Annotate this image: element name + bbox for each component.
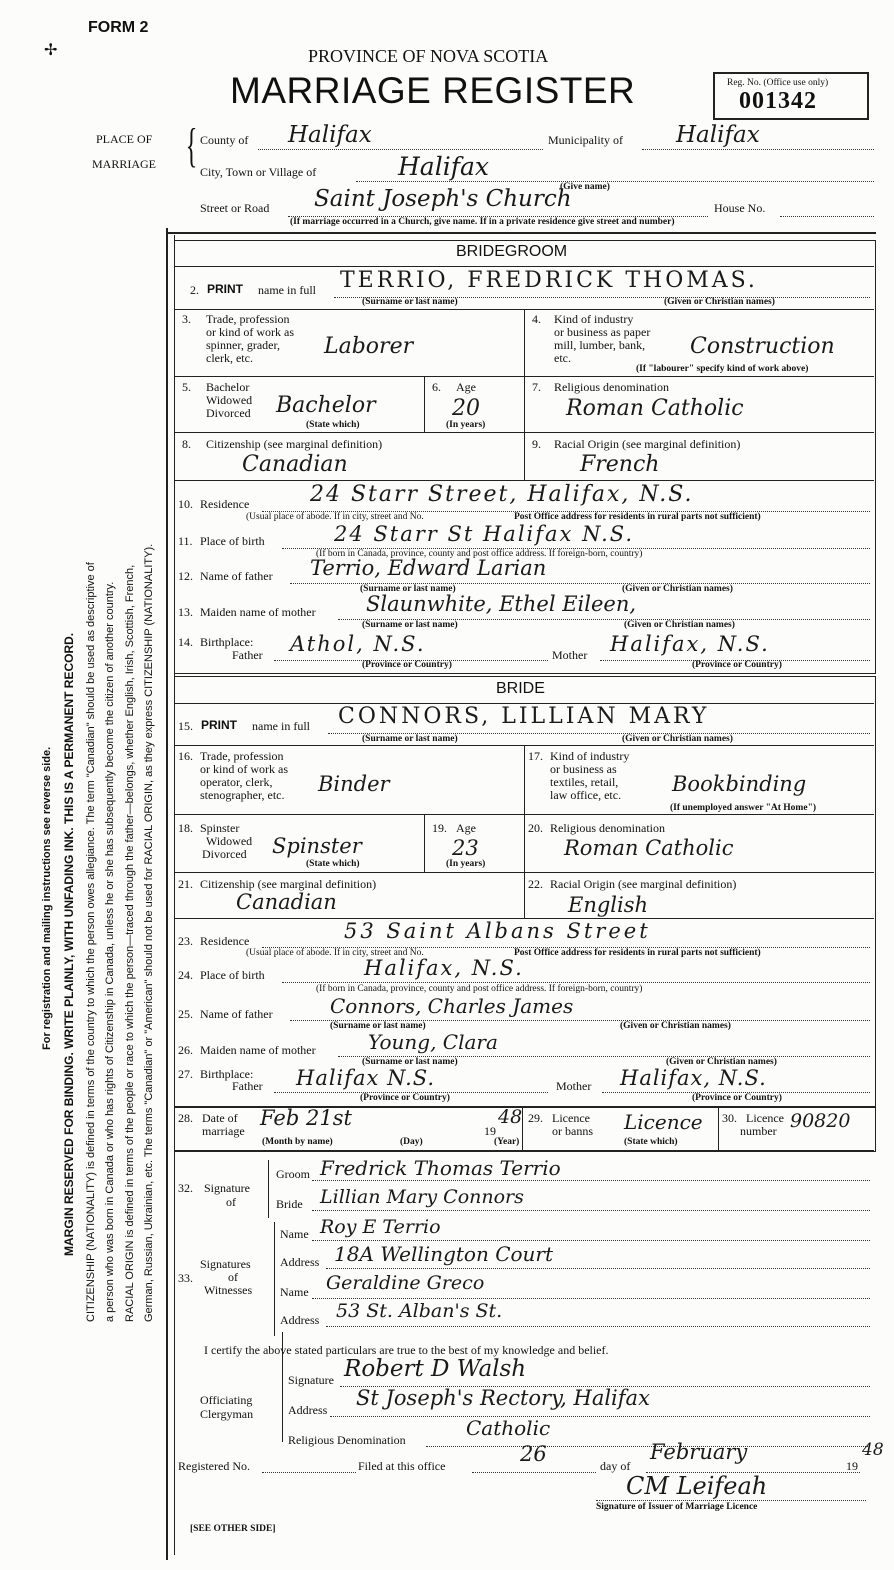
status-label-1: Bachelor xyxy=(206,380,250,394)
bride-religion-label: Religious denomination xyxy=(550,821,665,835)
signature-label-2: of xyxy=(226,1195,236,1209)
q33-number: 33. xyxy=(178,1271,193,1285)
bride-trade-label: Trade, profession xyxy=(200,749,284,763)
bride-mother-prov-note: (Province or Country) xyxy=(692,1093,782,1103)
q11-number: 11. xyxy=(178,534,193,548)
groom-sig-label: Groom xyxy=(276,1167,310,1181)
bride-trade-label-3: operator, clerk, xyxy=(200,775,273,789)
q9-number: 9. xyxy=(532,437,541,451)
citizenship-label: Citizenship (see marginal definition) xyxy=(206,437,383,451)
bride-residence-note-1: (Usual place of abode. If in city, street and No. xyxy=(246,948,424,958)
racial-label: Racial Origin (see marginal definition) xyxy=(554,437,741,451)
mother-prov-note: (Province or Country) xyxy=(692,660,782,670)
bride-father-birthplace: Halifax N.S. xyxy=(296,1066,436,1090)
witness2-address: 53 St. Alban's St. xyxy=(336,1300,503,1322)
clergy-label-2: Clergyman xyxy=(200,1407,254,1421)
bride-name-in-full-label: name in full xyxy=(252,719,310,733)
bride-birthplace-mother-label: Mother xyxy=(556,1079,592,1093)
age-label: Age xyxy=(456,380,476,394)
bride-industry-label-3: textiles, retail, xyxy=(550,775,619,789)
licence-no-label-1: Licence xyxy=(746,1111,784,1125)
filed-day: 26 xyxy=(520,1442,547,1466)
name-in-full-label: name in full xyxy=(258,283,316,297)
street-label: Street or Road xyxy=(200,201,270,215)
bride-religion: Roman Catholic xyxy=(564,836,734,860)
issuer-signature: CM Leifeah xyxy=(626,1472,768,1500)
licence-number: 90820 xyxy=(790,1110,851,1132)
q24-number: 24. xyxy=(178,968,193,982)
groom-industry: Construction xyxy=(690,334,835,359)
bride-surname-note: (Surname or last name) xyxy=(362,734,458,744)
print-label: PRINT xyxy=(207,282,243,296)
bride-racial-label: Racial Origin (see marginal definition) xyxy=(550,877,737,891)
bride-father-prov-note: (Province or Country) xyxy=(360,1093,450,1103)
bride-father-label: Name of father xyxy=(200,1007,273,1021)
birthplace-father-label: Father xyxy=(232,648,263,662)
clergy-denomination: Catholic xyxy=(466,1416,551,1440)
county-label: County of xyxy=(200,133,249,147)
province-heading: PROVINCE OF NOVA SCOTIA xyxy=(308,46,549,66)
bride-birthplace-father-label: Father xyxy=(232,1079,263,1093)
bride-state-which-note: (State which) xyxy=(306,859,360,869)
residence-note-1: (Usual place of abode. If in city, street and No. xyxy=(246,512,424,522)
give-name-note: (Give name) xyxy=(560,182,610,192)
father-surname-note: (Surname or last name) xyxy=(360,584,456,594)
bride-trade: Binder xyxy=(318,772,390,796)
bride-trade-label-2: or kind of work as xyxy=(200,762,288,776)
bride-mother-surname-note: (Surname or last name) xyxy=(362,1057,458,1067)
status-label-3: Divorced xyxy=(206,406,251,420)
margin-line-2: MARGIN RESERVED FOR BINDING. WRITE PLAINLY, WITH UNFADING INK. THIS IS A PERMANENT RECORD. xyxy=(62,632,76,1256)
bride-industry-label: Kind of industry xyxy=(550,749,630,763)
brace: { xyxy=(185,119,198,172)
bride-age-label: Age xyxy=(456,821,476,835)
trade-label-2: or kind of work as xyxy=(206,325,294,339)
reg-no: 001342 xyxy=(739,88,817,114)
bride-birth-label: Place of birth xyxy=(200,968,265,982)
licence-no-label-2: number xyxy=(740,1124,777,1138)
bride-birthplace: Halifax, N.S. xyxy=(364,956,524,980)
mother-surname-note: (Surname or last name) xyxy=(362,620,458,630)
place-of-label: PLACE OF xyxy=(96,132,153,146)
street-value: Saint Joseph's Church xyxy=(314,186,572,212)
bride-citizenship-label: Citizenship (see marginal definition) xyxy=(200,877,377,891)
day-note: (Day) xyxy=(400,1137,423,1147)
clergy-denomination-label: Religious Denomination xyxy=(288,1433,406,1447)
father-label: Name of father xyxy=(200,569,273,583)
witness2-address-label: Address xyxy=(280,1313,320,1327)
surname-note: (Surname or last name) xyxy=(362,297,458,307)
q25-number: 25. xyxy=(178,1007,193,1021)
issuer-label: Signature of Issuer of Marriage Licence xyxy=(596,1502,758,1512)
see-other-side: [SEE OTHER SIDE] xyxy=(190,1524,276,1534)
groom-section-title: BRIDEGROOM xyxy=(456,243,568,260)
licence-label-2: or banns xyxy=(552,1124,593,1138)
q15-number: 15. xyxy=(178,719,193,733)
margin-line-1: For registration and mailing instructions see reverse side. xyxy=(41,746,53,1050)
witness1-address: 18A Wellington Court xyxy=(334,1242,554,1266)
county-value: Halifax xyxy=(288,122,372,148)
form-number: FORM 2 xyxy=(88,19,149,36)
clergy-signature-label: Signature xyxy=(288,1373,334,1387)
groom-age: 20 xyxy=(452,396,480,421)
father-prov-note: (Province or Country) xyxy=(362,660,452,670)
year-note: (Year) xyxy=(494,1137,520,1147)
witness-label-2: of xyxy=(228,1270,238,1284)
q21-number: 21. xyxy=(178,877,193,891)
bride-industry-label-4: law office, etc. xyxy=(550,788,622,802)
date-label-1: Date of xyxy=(202,1111,238,1125)
groom-name: TERRIO, FREDRICK THOMAS. xyxy=(340,268,758,293)
q2-number: 2. xyxy=(190,283,199,297)
certify-text: I certify the above stated particulars are true to the best of my knowledge and belief. xyxy=(204,1343,609,1357)
marriage-label: MARRIAGE xyxy=(92,157,157,171)
given-note: (Given or Christian names) xyxy=(664,297,775,307)
mother-given-note: (Given or Christian names) xyxy=(624,620,735,630)
birthplace-mother-label: Mother xyxy=(552,648,588,662)
q23-number: 23. xyxy=(178,934,193,948)
bride-father: Connors, Charles James xyxy=(330,994,574,1018)
q12-number: 12. xyxy=(178,569,193,583)
groom-signature: Fredrick Thomas Terrio xyxy=(320,1156,561,1180)
bride-father-surname-note: (Surname or last name) xyxy=(330,1021,426,1031)
groom-racial: French xyxy=(580,452,660,477)
industry-note: (If "labourer" specify kind of work above) xyxy=(636,364,809,374)
date-label-2: marriage xyxy=(202,1124,245,1138)
residence-label: Residence xyxy=(200,497,250,511)
bride-trade-label-4: stenographer, etc. xyxy=(200,788,285,802)
q3-number: 3. xyxy=(182,312,191,326)
bride-signature: Lillian Mary Connors xyxy=(320,1186,524,1208)
q32-number: 32. xyxy=(178,1181,193,1195)
clergy-signature: Robert D Walsh xyxy=(344,1356,527,1382)
clergy-address-label: Address xyxy=(288,1403,328,1417)
month-note: (Month by name) xyxy=(262,1137,333,1147)
q8-number: 8. xyxy=(182,437,191,451)
witness1-name: Roy E Terrio xyxy=(320,1216,441,1238)
trade-label-3: spinner, grader, xyxy=(206,338,281,352)
witness-label-1: Signatures xyxy=(200,1257,251,1271)
q17-number: 17. xyxy=(528,749,543,763)
bride-status-label-1: Spinster xyxy=(200,821,240,835)
q13-number: 13. xyxy=(178,605,193,619)
municipality-label: Municipality of xyxy=(548,133,623,147)
religion-label: Religious denomination xyxy=(554,380,669,394)
industry-label-2: or business as paper xyxy=(554,325,651,339)
groom-residence: 24 Starr Street, Halifax, N.S. xyxy=(310,482,694,507)
bride-mother-label: Maiden name of mother xyxy=(200,1043,316,1057)
marriage-month-day: Feb 21st xyxy=(260,1106,352,1130)
marriage-year: 48 xyxy=(498,1106,523,1128)
filed-label: Filed at this office xyxy=(358,1459,446,1473)
margin-line-5: RACIAL ORIGIN is defined in terms of the people or race to which the person—traced through the father—belongs, whether English, Irish, Scottish, French, xyxy=(124,564,136,1322)
mother-label: Maiden name of mother xyxy=(200,605,316,619)
bride-sig-label: Bride xyxy=(276,1197,303,1211)
clergy-label-1: Officiating xyxy=(200,1393,253,1407)
bride-section-title: BRIDE xyxy=(496,680,545,697)
marriage-year-prefix: 19 xyxy=(484,1124,496,1138)
bride-industry: Bookbinding xyxy=(672,772,807,796)
page-title: MARRIAGE REGISTER xyxy=(230,70,636,111)
bride-residence-label: Residence xyxy=(200,934,250,948)
q20-number: 20. xyxy=(528,821,543,835)
bride-birthplace-label: Birthplace: xyxy=(200,1067,254,1081)
filed-year: 48 xyxy=(862,1440,884,1460)
bride-print-label: PRINT xyxy=(201,718,237,732)
groom-citizenship: Canadian xyxy=(242,452,348,477)
industry-label-3: mill, lumber, bank, xyxy=(554,338,646,352)
margin-line-4: a person who was born in Canada or who has rights of Citizenship in Canada, unless he or she has subsequently become the citizen of another country. xyxy=(104,581,116,1322)
q22-number: 22. xyxy=(528,877,543,891)
q19-number: 19. xyxy=(432,821,447,835)
bride-residence: 53 Saint Albans Street xyxy=(344,919,651,943)
father-given-note: (Given or Christian names) xyxy=(622,584,733,594)
bride-age: 23 xyxy=(452,836,479,860)
clergy-address: St Joseph's Rectory, Halifax xyxy=(356,1386,650,1410)
licence-state-which: (State which) xyxy=(624,1137,678,1147)
witness2-name-label: Name xyxy=(280,1285,309,1299)
bride-given-note: (Given or Christian names) xyxy=(622,734,733,744)
margin-line-6: German, Russian, Ukrainian, etc. The terms "Canadian" or "American" should not be used for RACIAL ORIGIN, as they express CITIZENSHIP (NATIONALITY). xyxy=(143,543,155,1322)
groom-status: Bachelor xyxy=(276,393,376,418)
bride-industry-label-2: or business as xyxy=(550,762,617,776)
groom-birthplace: 24 Starr St Halifax N.S. xyxy=(334,522,635,546)
q4-number: 4. xyxy=(532,312,541,326)
witness1-address-label: Address xyxy=(280,1255,320,1269)
bride-status: Spinster xyxy=(272,834,362,858)
groom-trade: Laborer xyxy=(324,334,414,359)
q14-number: 14. xyxy=(178,635,193,649)
q30-number: 30. xyxy=(722,1111,737,1125)
industry-label-4: etc. xyxy=(554,351,571,365)
q27-number: 27. xyxy=(178,1067,193,1081)
witness1-name-label: Name xyxy=(280,1227,309,1241)
bride-in-years-note: (In years) xyxy=(446,859,486,869)
residence-note-2: Post Office address for residents in rural parts not sufficient) xyxy=(514,512,761,522)
tack-mark: ✢ xyxy=(44,42,58,59)
q18-number: 18. xyxy=(178,821,193,835)
bride-mother-birthplace: Halifax, N.S. xyxy=(620,1066,767,1090)
state-which-note: (State which) xyxy=(306,420,360,430)
reg-no-label: Reg. No. (Office use only) xyxy=(727,78,829,88)
q6-number: 6. xyxy=(432,380,441,394)
bride-racial: English xyxy=(568,893,649,917)
licence-or-banns: Licence xyxy=(624,1110,703,1134)
bride-mother-given-note: (Given or Christian names) xyxy=(666,1057,777,1067)
reg-no-box xyxy=(713,72,869,120)
groom-religion: Roman Catholic xyxy=(566,396,744,421)
q28-number: 28. xyxy=(178,1111,193,1125)
in-years-note: (In years) xyxy=(446,420,486,430)
bride-status-label-3: Divorced xyxy=(202,847,247,861)
industry-label: Kind of industry xyxy=(554,312,634,326)
bride-status-label-2: Widowed xyxy=(206,834,253,848)
bride-industry-note: (If unemployed answer "At Home") xyxy=(670,803,817,813)
trade-label-4: clerk, etc. xyxy=(206,351,253,365)
city-label: City, Town or Village of xyxy=(200,165,317,179)
street-note: (If marriage occurred in a Church, give name. If in a private residence give street and number) xyxy=(290,217,675,227)
groom-mother: Slaunwhite, Ethel Eileen, xyxy=(366,592,637,616)
witness2-name: Geraldine Greco xyxy=(326,1272,485,1294)
birth-note: (If born in Canada, province, county and post office address. If foreign-born, country) xyxy=(316,549,643,559)
groom-father: Terrio, Edward Larian xyxy=(310,556,547,580)
q29-number: 29. xyxy=(528,1111,543,1125)
filed-month: February xyxy=(650,1440,748,1464)
birthplace-label: Birthplace: xyxy=(200,635,254,649)
filed-year-prefix: 19 xyxy=(846,1459,858,1473)
bride-citizenship: Canadian xyxy=(236,890,337,914)
groom-father-birthplace: Athol, N.S. xyxy=(290,632,426,656)
q10-number: 10. xyxy=(178,497,193,511)
bride-name: CONNORS, LILLIAN MARY xyxy=(338,704,710,729)
bride-mother: Young, Clara xyxy=(368,1030,498,1054)
day-of-label: day of xyxy=(600,1459,631,1473)
q26-number: 26. xyxy=(178,1043,193,1057)
q16-number: 16. xyxy=(178,749,193,763)
bride-father-given-note: (Given or Christian names) xyxy=(620,1021,731,1031)
q5-number: 5. xyxy=(182,380,191,394)
licence-label-1: Licence xyxy=(552,1111,590,1125)
witness-label-3: Witnesses xyxy=(204,1283,253,1297)
house-label: House No. xyxy=(714,201,766,215)
signature-label-1: Signature xyxy=(204,1181,250,1195)
registered-no-label: Registered No. xyxy=(178,1459,250,1473)
q7-number: 7. xyxy=(532,380,541,394)
birth-label: Place of birth xyxy=(200,534,265,548)
status-label-2: Widowed xyxy=(206,393,253,407)
groom-mother-birthplace: Halifax, N.S. xyxy=(610,632,770,656)
bride-residence-note-2: Post Office address for residents in rural parts not sufficient) xyxy=(514,948,761,958)
trade-label: Trade, profession xyxy=(206,312,290,326)
municipality-value: Halifax xyxy=(676,122,760,148)
margin-line-3: CITIZENSHIP (NATIONALITY) is defined in terms of the country to which the person owes allegiance. The term "Canadian" should be used as descriptive of xyxy=(85,562,97,1322)
city-value: Halifax xyxy=(398,152,489,181)
bride-birth-note: (If born in Canada, province, county and post office address. If foreign-born, country) xyxy=(316,984,643,994)
